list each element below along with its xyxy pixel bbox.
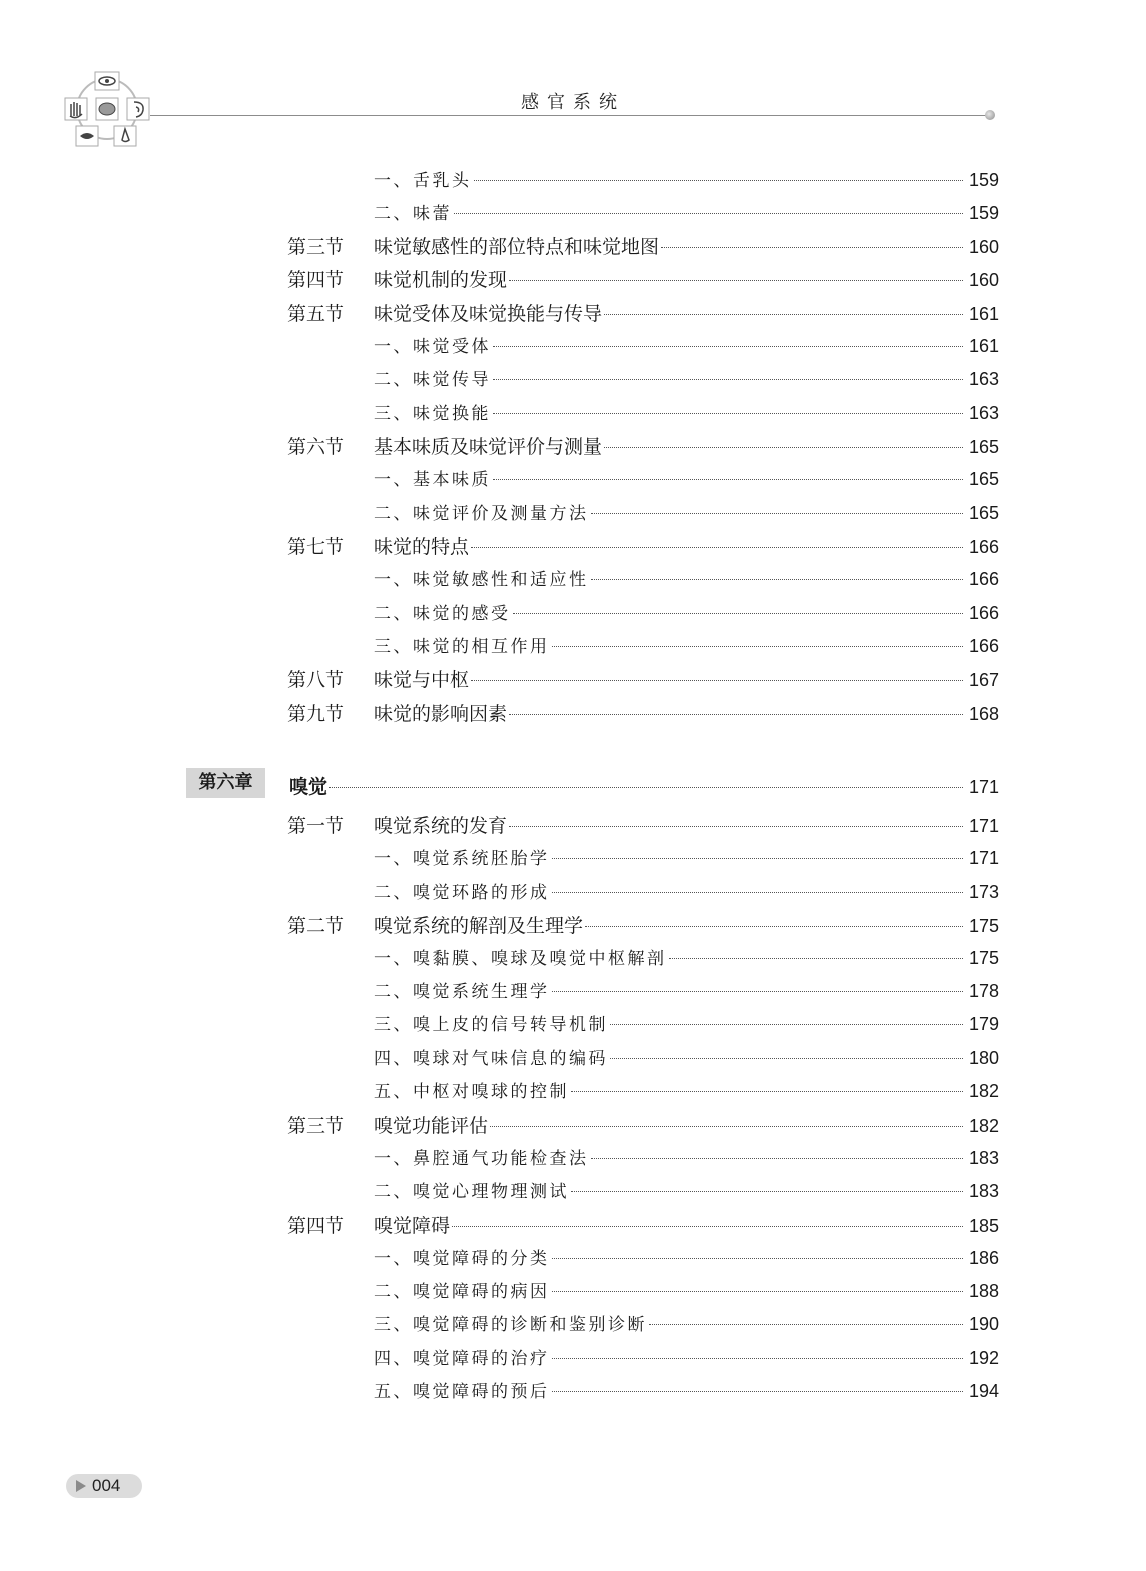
- toc-page-number: 183: [968, 1148, 999, 1168]
- toc-leader-dots: [552, 1358, 964, 1359]
- toc-page-number: 165: [968, 503, 999, 523]
- toc-entry-title: 一、舌乳头: [374, 171, 472, 191]
- toc-page-number: 165: [968, 469, 999, 489]
- toc-row: [0, 199, 1146, 229]
- toc-page-number: 194: [968, 1381, 999, 1401]
- toc-leader-dots: [509, 280, 963, 281]
- toc-section-number: 第五节: [287, 303, 345, 325]
- toc-leader-dots: [591, 579, 964, 580]
- toc-entry-title: 四、嗅觉障碍的治疗: [374, 1349, 550, 1369]
- toc-row: [0, 1244, 1146, 1274]
- toc-page-number: 192: [968, 1348, 999, 1368]
- toc-entry: [374, 878, 999, 903]
- toc-leader-dots: [604, 447, 963, 448]
- toc-entry-title: 一、味觉敏感性和适应性: [374, 570, 589, 590]
- toc-entry: [374, 632, 999, 657]
- toc-entry-title: 五、中枢对嗅球的控制: [374, 1082, 569, 1102]
- toc-row: [0, 1177, 1146, 1207]
- toc-row: [0, 299, 1146, 329]
- toc-entry-title: 二、嗅觉障碍的病因: [374, 1282, 550, 1302]
- toc-entry-title: 五、嗅觉障碍的预后: [374, 1382, 550, 1402]
- toc-entry: [374, 665, 999, 692]
- toc-page-number: 180: [968, 1048, 999, 1068]
- toc-entry-title: 二、味蕾: [374, 204, 452, 224]
- toc-entry: [374, 565, 999, 590]
- toc-entry-title: 嗅觉系统的解剖及生理学: [374, 915, 584, 937]
- toc-entry-title: 三、味觉的相互作用: [374, 637, 550, 657]
- toc-entry-title: 三、嗅上皮的信号转导机制: [374, 1015, 608, 1035]
- toc-row: [0, 332, 1146, 362]
- toc-entry-title: 味觉的影响因素: [374, 703, 508, 725]
- toc-entry: [374, 911, 999, 938]
- toc-leader-dots: [452, 1226, 963, 1227]
- toc-page-number: 183: [968, 1181, 999, 1201]
- toc-entry: [374, 299, 999, 326]
- toc-leader-dots: [493, 413, 963, 414]
- toc-entry: [374, 399, 999, 424]
- toc-leader-dots: [669, 958, 964, 959]
- toc-page-number: 166: [968, 636, 999, 656]
- toc-row: [0, 232, 1146, 262]
- toc-entry: [374, 1277, 999, 1302]
- toc-row: [0, 911, 1146, 941]
- toc-section-number: 第三节: [287, 236, 345, 258]
- toc-leader-dots: [585, 926, 963, 927]
- toc-page-number: 166: [968, 603, 999, 623]
- toc-entry-title: 嗅觉功能评估: [374, 1115, 489, 1137]
- toc-row: [0, 699, 1146, 729]
- toc-leader-dots: [552, 1391, 964, 1392]
- toc-page-number: 171: [968, 777, 999, 797]
- toc-row: [0, 1277, 1146, 1307]
- toc-page-number: 175: [968, 916, 999, 936]
- toc-entry: [374, 1177, 999, 1202]
- toc-page-number: 167: [968, 670, 999, 690]
- toc-entry: [374, 1144, 999, 1169]
- toc-entry: [374, 599, 999, 624]
- toc-entry-title: 嗅觉障碍: [374, 1215, 451, 1237]
- toc-leader-dots: [493, 479, 963, 480]
- toc-page-number: 161: [968, 336, 999, 356]
- toc-page-number: 159: [968, 203, 999, 223]
- toc-row: [0, 1044, 1146, 1074]
- toc-entry-title: 一、基本味质: [374, 470, 491, 490]
- toc-page-number: 171: [968, 848, 999, 868]
- toc-entry-title: 味觉受体及味觉换能与传导: [374, 303, 603, 325]
- toc-entry: [374, 332, 999, 357]
- toc-leader-dots: [661, 247, 963, 248]
- toc-leader-dots: [552, 892, 964, 893]
- toc-page-number: 160: [968, 270, 999, 290]
- toc-leader-dots: [571, 1191, 963, 1192]
- toc-row: [0, 565, 1146, 595]
- toc-entry-title: 二、味觉的感受: [374, 604, 511, 624]
- play-arrow-icon: [76, 1480, 86, 1492]
- toc-row: [0, 944, 1146, 974]
- toc-leader-dots: [509, 714, 963, 715]
- toc-page-number: 161: [968, 304, 999, 324]
- toc-entry-title: 嗅觉: [289, 776, 328, 798]
- toc-entry: [374, 977, 999, 1002]
- toc-entry-title: 嗅觉系统的发育: [374, 815, 508, 837]
- toc-entry-title: 味觉敏感性的部位特点和味觉地图: [374, 236, 660, 258]
- toc-leader-dots: [610, 1024, 963, 1025]
- toc-leader-dots: [493, 379, 963, 380]
- toc-section-number: 第四节: [287, 1215, 345, 1237]
- toc-page-number: 178: [968, 981, 999, 1001]
- toc-entry: [374, 499, 999, 524]
- toc-entry-title: 四、嗅球对气味信息的编码: [374, 1049, 608, 1069]
- toc-leader-dots: [471, 680, 963, 681]
- toc-row: [0, 844, 1146, 874]
- toc-leader-dots: [490, 1126, 963, 1127]
- toc-entry: [374, 1244, 999, 1269]
- toc-page-number: 188: [968, 1281, 999, 1301]
- toc-page-number: 171: [968, 816, 999, 836]
- toc-leader-dots: [493, 346, 963, 347]
- toc-entry: [374, 811, 999, 838]
- toc-leader-dots: [552, 1258, 964, 1259]
- toc-leader-dots: [454, 213, 963, 214]
- toc-page-number: 175: [968, 948, 999, 968]
- running-header-title: 感官系统: [521, 92, 625, 113]
- toc-entry: [374, 1010, 999, 1035]
- toc-page-number: 182: [968, 1081, 999, 1101]
- toc-entry-title: 二、嗅觉环路的形成: [374, 883, 550, 903]
- toc-leader-dots: [552, 646, 964, 647]
- toc-entry-title: 三、味觉换能: [374, 404, 491, 424]
- toc-entry: [374, 166, 999, 191]
- toc-entry: [374, 944, 999, 969]
- page-number: 004: [92, 1476, 121, 1495]
- toc-entry-title: 一、嗅觉障碍的分类: [374, 1249, 550, 1269]
- toc-row: [0, 1310, 1146, 1340]
- toc-entry: [374, 1310, 999, 1335]
- toc-row: [0, 599, 1146, 629]
- toc-section-number: 第八节: [287, 669, 345, 691]
- toc-entry: [374, 1044, 999, 1069]
- toc-row: [0, 532, 1146, 562]
- toc-row: [0, 1077, 1146, 1107]
- toc-row: [0, 1377, 1146, 1407]
- toc-page-number: 166: [968, 569, 999, 589]
- toc-page-number: 163: [968, 403, 999, 423]
- toc-row: [0, 772, 1146, 802]
- toc-page-number: 159: [968, 170, 999, 190]
- toc-section-number: 第九节: [287, 703, 345, 725]
- toc-row: [0, 811, 1146, 841]
- toc-leader-dots: [552, 991, 964, 992]
- toc-entry: [374, 1111, 999, 1138]
- toc-row: [0, 166, 1146, 196]
- toc-entry-title: 三、嗅觉障碍的诊断和鉴别诊断: [374, 1315, 647, 1335]
- toc-row: [0, 977, 1146, 1007]
- toc-leader-dots: [509, 826, 963, 827]
- toc-entry: [374, 432, 999, 459]
- chapter-label: 第六章: [186, 768, 265, 798]
- toc-leader-dots: [591, 513, 964, 514]
- toc-page-number: 179: [968, 1014, 999, 1034]
- toc-entry: [374, 532, 999, 559]
- toc-page-number: 182: [968, 1116, 999, 1136]
- toc-entry: [374, 365, 999, 390]
- toc-entry-title: 一、味觉受体: [374, 337, 491, 357]
- toc-section-number: 第三节: [287, 1115, 345, 1137]
- toc-entry: [374, 1344, 999, 1369]
- toc-leader-dots: [329, 787, 963, 788]
- toc-row: [0, 1111, 1146, 1141]
- toc-row: [0, 465, 1146, 495]
- toc-entry-title: 一、嗅觉系统胚胎学: [374, 849, 550, 869]
- toc-entry: [374, 1211, 999, 1238]
- toc-row: [0, 665, 1146, 695]
- toc-leader-dots: [571, 1091, 963, 1092]
- toc-entry-title: 二、味觉评价及测量方法: [374, 504, 589, 524]
- toc-entry: [374, 265, 999, 292]
- toc-leader-dots: [474, 180, 964, 181]
- toc-page-number: 173: [968, 882, 999, 902]
- toc-entry-title: 味觉机制的发现: [374, 269, 508, 291]
- page-number-tag: [66, 1474, 142, 1498]
- toc-section-number: 第七节: [287, 536, 345, 558]
- toc-page-number: 168: [968, 704, 999, 724]
- toc-row: [0, 1211, 1146, 1241]
- toc-page-number: 163: [968, 369, 999, 389]
- toc-page-number: 185: [968, 1216, 999, 1236]
- toc-leader-dots: [604, 314, 963, 315]
- toc-entry: [374, 699, 999, 726]
- toc-section-number: 第六节: [287, 436, 345, 458]
- toc-leader-dots: [610, 1058, 963, 1059]
- toc-section-number: 第四节: [287, 269, 345, 291]
- toc-entry-title: 二、味觉传导: [374, 370, 491, 390]
- toc-entry: [374, 844, 999, 869]
- toc-page-number: 160: [968, 237, 999, 257]
- toc-leader-dots: [471, 547, 963, 548]
- toc-entry-title: 一、嗅黏膜、嗅球及嗅觉中枢解剖: [374, 949, 667, 969]
- toc-entry: [374, 199, 999, 224]
- toc-row: [0, 632, 1146, 662]
- toc-entry: [374, 1377, 999, 1402]
- toc-row: [0, 432, 1146, 462]
- toc-page-number: 186: [968, 1248, 999, 1268]
- toc-leader-dots: [552, 1291, 964, 1292]
- toc-entry: [374, 465, 999, 490]
- toc-entry-title: 基本味质及味觉评价与测量: [374, 436, 603, 458]
- toc-entry: [374, 1077, 999, 1102]
- toc-leader-dots: [513, 613, 964, 614]
- toc-section-number: 第二节: [287, 915, 345, 937]
- toc-row: [0, 1344, 1146, 1374]
- toc-row: [0, 365, 1146, 395]
- toc-entry-title: 一、鼻腔通气功能检查法: [374, 1149, 589, 1169]
- toc-entry-title: 二、嗅觉心理物理测试: [374, 1182, 569, 1202]
- toc-leader-dots: [552, 858, 964, 859]
- toc-leader-dots: [591, 1158, 964, 1159]
- toc-entry: [374, 232, 999, 259]
- toc-entry-title: 味觉的特点: [374, 536, 470, 558]
- toc-page-number: 165: [968, 437, 999, 457]
- toc-row: [0, 499, 1146, 529]
- toc-row: [0, 878, 1146, 908]
- toc-row: [0, 1010, 1146, 1040]
- toc-leader-dots: [649, 1324, 963, 1325]
- toc-section-number: 第一节: [287, 815, 345, 837]
- toc-row: [0, 1144, 1146, 1174]
- toc-entry: [289, 772, 999, 799]
- toc-page-number: 190: [968, 1314, 999, 1334]
- toc-entry-title: 二、嗅觉系统生理学: [374, 982, 550, 1002]
- toc-page-number: 166: [968, 537, 999, 557]
- toc-entry-title: 味觉与中枢: [374, 669, 470, 691]
- toc-row: [0, 399, 1146, 429]
- toc-row: [0, 265, 1146, 295]
